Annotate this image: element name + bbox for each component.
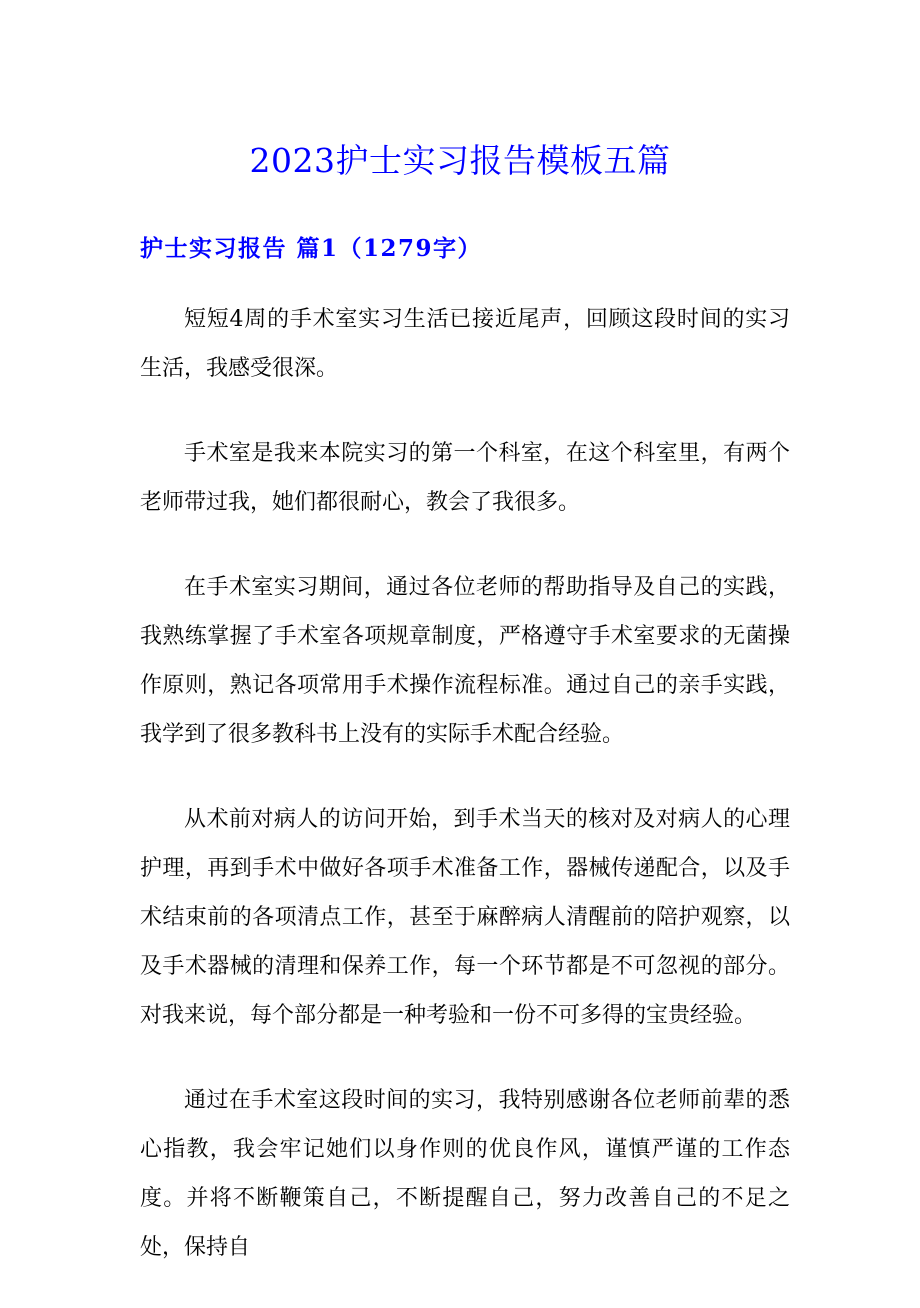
document-title: 2023护士实习报告模板五篇 <box>249 141 671 180</box>
paragraph-1: 短短4周的手术室实习生活已接近尾声，回顾这段时间的实习生活，我感受很深。 <box>140 307 790 381</box>
section-heading: 护士实习报告 篇1（1279字） <box>140 235 483 262</box>
paragraph-4: 从术前对病人的访问开始，到手术当天的核对及对病人的心理护理，再到手术中做好各项手术准备工作，器械传递配合，以及手术结束前的各项清点工作，甚至于麻醉病人清醒前的陪护观察，以及手术器械的清理和保养工作，每一个环节都是不可忽视的部分。对我来说，每个部分都是一种考验和一份不可多得的宝贵经验。 <box>140 807 790 1028</box>
paragraph-5: 通过在手术室这段时间的实习，我特别感谢各位老师前辈的悉心指教，我会牢记她们以身作则的优良作风，谨慎严谨的工作态度。并将不断鞭策自己，不断提醒自己，努力改善自己的不足之处，保持自 <box>140 1088 790 1260</box>
paragraph-3: 在手术室实习期间，通过各位老师的帮助指导及自己的实践，我熟练掌握了手术室各项规章制度，严格遵守手术室要求的无菌操作原则，熟记各项常用手术操作流程标准。通过自己的亲手实践，我学到了很多教科书上没有的实际手术配合经验。 <box>140 575 790 747</box>
document-body <box>140 295 790 1308</box>
paragraph-2: 手术室是我来本院实习的第一个科室，在这个科室里，有两个老师带过我，她们都很耐心，教会了我很多。 <box>140 441 790 515</box>
